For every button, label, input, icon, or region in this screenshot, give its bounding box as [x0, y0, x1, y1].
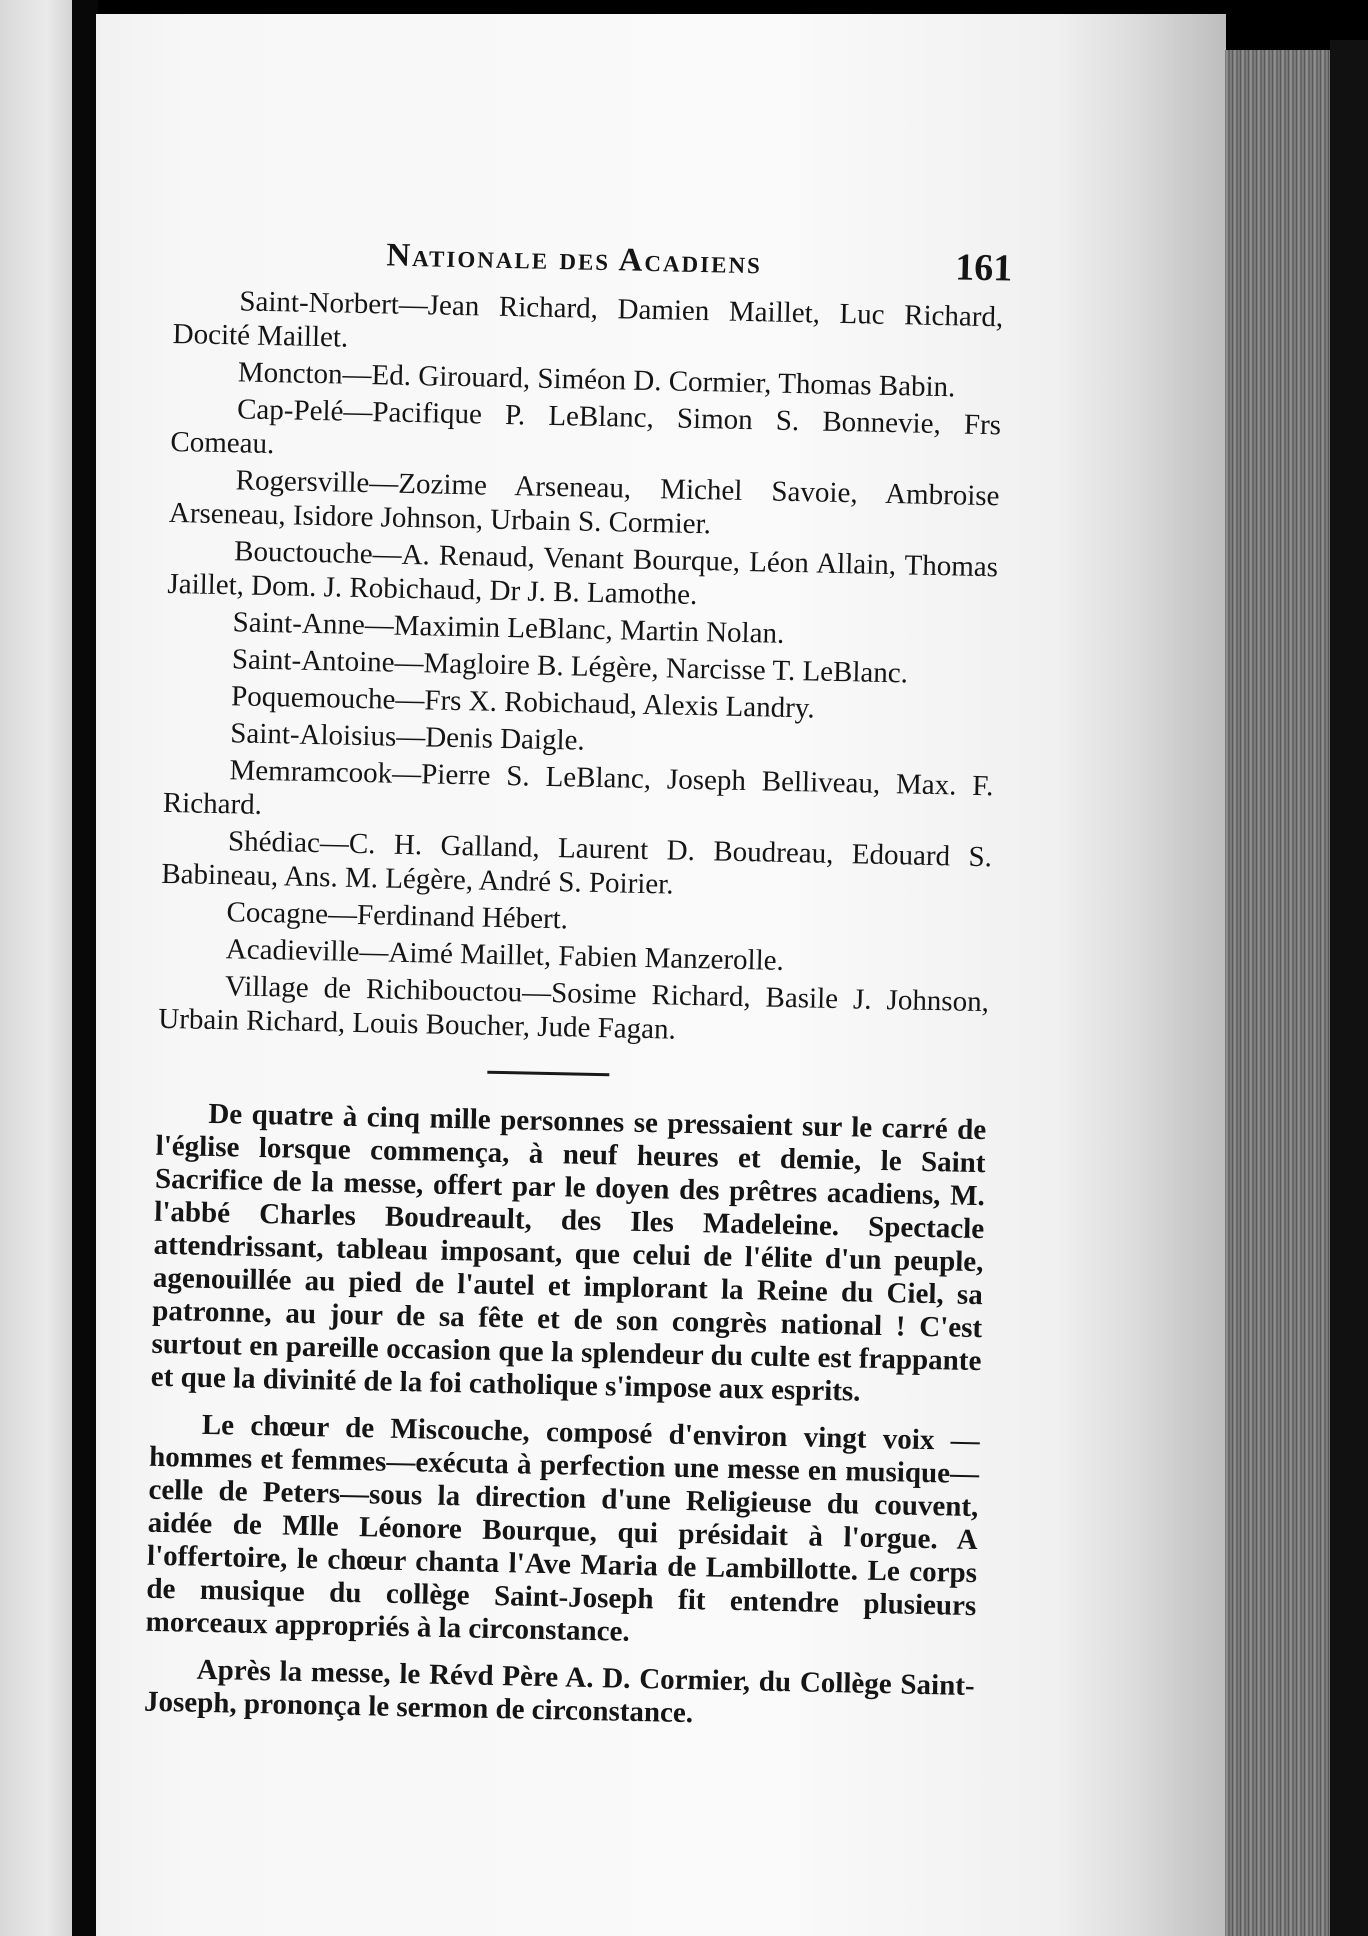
place-name: Saint-Antoine —	[232, 643, 424, 679]
section-divider	[487, 1071, 609, 1077]
delegate-names: Denis Daigle.	[424, 721, 586, 757]
delegate-names: A. Renaud, Venant Bourque, Léon Allain, Thomas Jaillet, Dom. J. Robichaud, Dr J. B. Lamothe.	[167, 538, 999, 612]
place-name: Saint-Aloisius —	[230, 717, 426, 753]
place-name: Bouctouche —	[234, 535, 402, 571]
page-text	[143, 225, 1013, 1750]
place-name: Village de Richibouctou —	[225, 970, 552, 1009]
delegate-list	[158, 283, 1004, 1053]
place-name: Moncton —	[238, 356, 372, 391]
delegate-names: Pierre S. LeBlanc, Joseph Belliveau, Max. F. Richard.	[162, 758, 994, 821]
list-item	[172, 283, 1003, 368]
delegate-names: Sosime Richard, Basile J. Johnson, Urbain Richard, Louis Boucher, Jude Fagan.	[158, 977, 990, 1046]
place-name: Shédiac —	[228, 825, 349, 860]
delegate-names: Zozime Arseneau, Michel Savoie, Ambroise Arseneau, Isidore Johnson, Urbain S. Cormier.	[168, 467, 1000, 541]
delegate-names: Magloire B. Légère, Narcisse T. LeBlanc.	[423, 647, 909, 690]
list-item	[170, 391, 1001, 476]
delegate-names: C. H. Galland, Laurent D. Boudreau, Edouard S. Babineau, Ans. M. Légère, André S. Poirier.	[161, 827, 993, 901]
delegate-names: Ferdinand Hébert.	[356, 898, 569, 936]
place-name: Saint-Norbert —	[239, 285, 428, 321]
list-item	[163, 752, 994, 837]
list-item	[169, 462, 1000, 547]
place-name: Saint-Anne —	[232, 606, 394, 641]
place-name: Cap-Pelé —	[237, 393, 373, 428]
place-name: Poquemouche —	[231, 680, 425, 716]
facing-page-edge	[0, 0, 78, 1936]
body-paragraph: Le chœur de Miscouche, composé d'environ vingt voix —hommes et femmes—exécuta à perfection une messe en musique—celle de Peters—sous la direction d'une Religieuse du couvent, aidée de Mlle Léonore Bourque, qui présidait à l'orgue. A l'offertoire, le chœur chanta l'Ave Maria de Lambillotte. Le corps de musique du collège Saint-Joseph fit entendre plusieurs morceaux appropriés à la circonstance.	[145, 1408, 981, 1648]
page-number: 161	[954, 246, 1013, 290]
list-item	[161, 823, 992, 908]
running-title: Nationale des Acadiens	[386, 237, 763, 282]
delegate-names: Pacifique P. LeBlanc, Simon S. Bonnevie, Frs Comeau.	[170, 396, 1002, 461]
list-item	[158, 968, 989, 1053]
delegate-names: Maximin LeBlanc, Martin Nolan.	[393, 609, 785, 650]
place-name: Rogersville —	[235, 464, 398, 499]
body-paragraph: Après la messe, le Révd Père A. D. Cormier, du Collège Saint-Joseph, prononça le sermon de circonstance.	[143, 1653, 975, 1730]
delegate-names: Jean Richard, Damien Maillet, Luc Richard, Docité Maillet.	[172, 289, 1004, 354]
body-paragraph: De quatre à cinq mille personnes se pressaient sur le carré de l'église lorsque commença, à neuf heures et demie, le Saint Sacrifice de la messe, offert par le doyen des prêtres acadiens, M. l'abbé Charles Boudreault, des Iles Madeleine. Spectacle attendrissant, tableau imposant, que celui de l'élite d'un peuple, agenouillée au pied de l'autel et implorant la Reine du Ciel, sa patronne, au jour de sa fête et de son congrès national ! C'est surtout en pareille occasion que la splendeur du culte est frappante et que la divinité de la foi catholique s'impose aux esprits.	[150, 1097, 987, 1408]
place-name: Acadieville —	[226, 933, 389, 968]
delegate-names: Frs X. Robichaud, Alexis Landry.	[424, 684, 816, 725]
book-gutter	[72, 0, 98, 1936]
place-name: Memramcook —	[229, 754, 421, 790]
delegate-names: Ed. Girouard, Siméon D. Cormier, Thomas Babin.	[371, 359, 956, 404]
place-name: Cocagne —	[226, 896, 357, 931]
scan-border	[1330, 40, 1368, 1936]
delegate-names: Aimé Maillet, Fabien Manzerolle.	[388, 936, 785, 977]
list-item	[167, 533, 998, 618]
